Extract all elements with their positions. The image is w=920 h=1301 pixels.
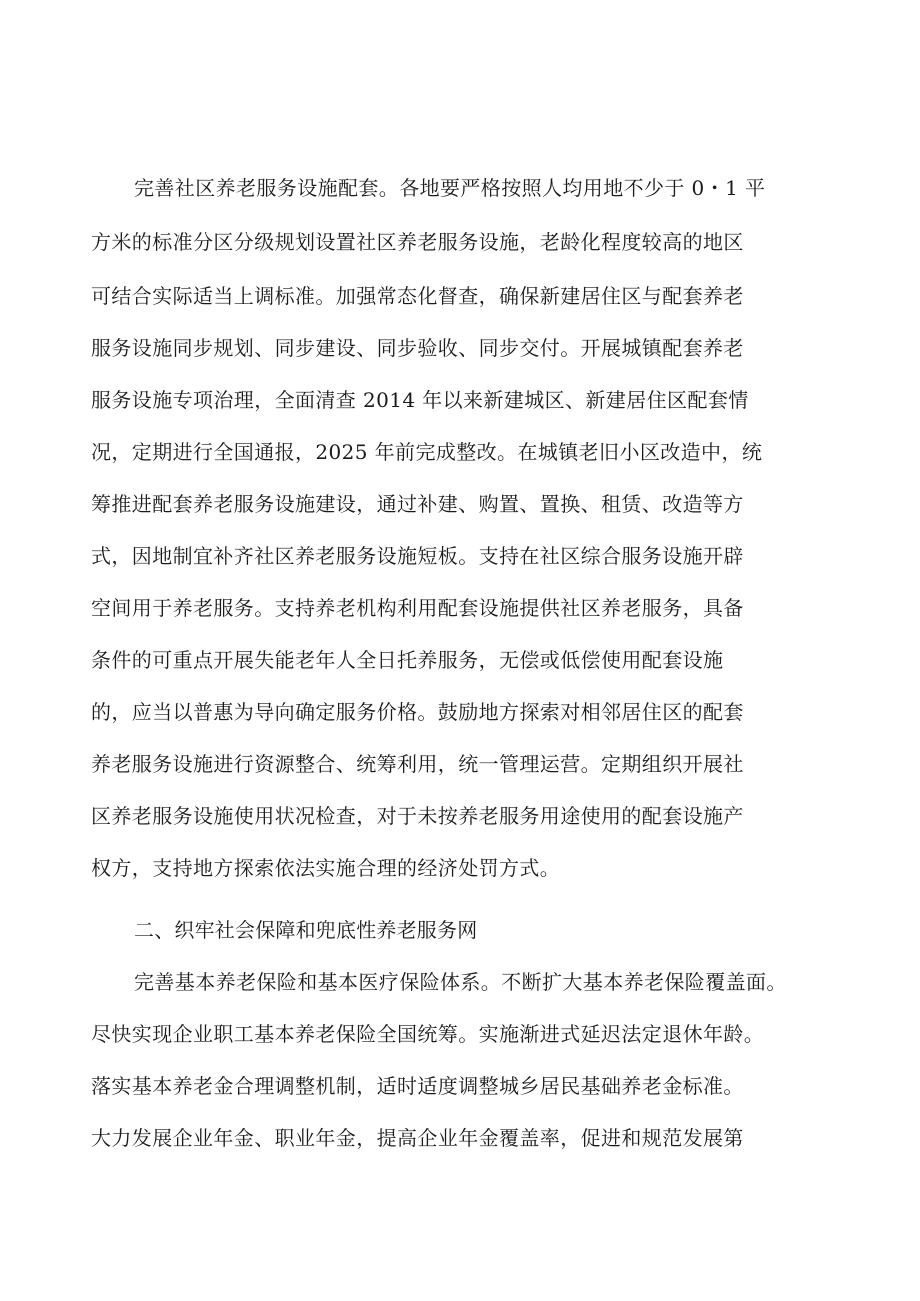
paragraph-line: 的，应当以普惠为导向确定服务价格。鼓励地方探索对相邻居住区的配套 bbox=[91, 700, 744, 724]
paragraph-line: 完善基本养老保险和基本医疗保险体系。不断扩大基本养老保险覆盖面。 bbox=[134, 970, 787, 994]
paragraph-line: 服务设施专项治理，全面清查 2014 年以来新建城区、新建居住区配套情 bbox=[91, 388, 749, 412]
paragraph-line: 大力发展企业年金、职业年金，提高企业年金覆盖率，促进和规范发展第 bbox=[91, 1126, 744, 1150]
paragraph-line: 况，定期进行全国通报，2025 年前完成整改。在城镇老旧小区改造中，统 bbox=[91, 440, 763, 464]
paragraph-line: 养老服务设施进行资源整合、统筹利用，统一管理运营。定期组织开展社 bbox=[91, 752, 744, 776]
paragraph-line: 尽快实现企业职工基本养老保险全国统筹。实施渐进式延迟法定退休年龄。 bbox=[91, 1022, 765, 1046]
paragraph-line: 式，因地制宜补齐社区养老服务设施短板。支持在社区综合服务设施开辟 bbox=[91, 544, 744, 568]
paragraph-line: 落实基本养老金合理调整机制，适时适度调整城乡居民基础养老金标准。 bbox=[91, 1074, 744, 1098]
section-heading: 二、织牢社会保障和兜底性养老服务网 bbox=[134, 918, 478, 942]
paragraph-line: 条件的可重点开展失能老年人全日托养服务，无偿或低偿使用配套设施 bbox=[91, 648, 724, 672]
paragraph-line: 服务设施同步规划、同步建设、同步验收、同步交付。开展城镇配套养老 bbox=[91, 336, 744, 360]
paragraph-line: 区养老服务设施使用状况检查，对于未按养老服务用途使用的配套设施产 bbox=[91, 804, 744, 828]
paragraph-line: 可结合实际适当上调标准。加强常态化督查，确保新建居住区与配套养老 bbox=[91, 284, 744, 308]
paragraph-line: 方米的标准分区分级规划设置社区养老服务设施，老龄化程度较高的地区 bbox=[91, 230, 744, 254]
paragraph-line: 完善社区养老服务设施配套。各地要严格按照人均用地不少于 0・1 平 bbox=[134, 176, 766, 200]
paragraph-line: 权方，支持地方探索依法实施合理的经济处罚方式。 bbox=[91, 856, 561, 880]
paragraph-line: 筹推进配套养老服务设施建设，通过补建、购置、置换、租赁、改造等方 bbox=[91, 492, 744, 516]
paragraph-line: 空间用于养老服务。支持养老机构利用配套设施提供社区养老服务，具备 bbox=[91, 596, 744, 620]
